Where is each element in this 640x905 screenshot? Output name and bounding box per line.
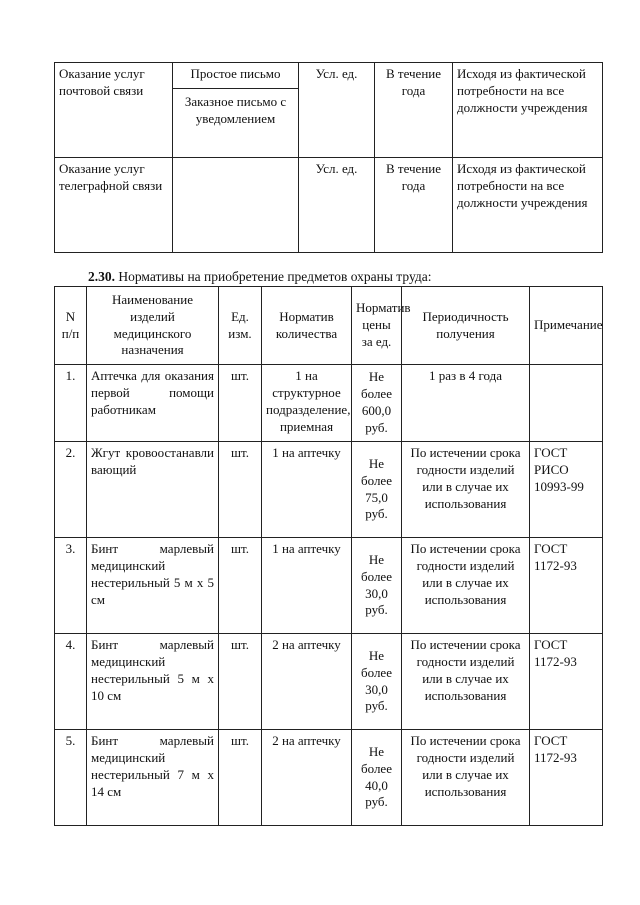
- row-unit: шт.: [219, 538, 262, 634]
- table-row: [55, 63, 603, 158]
- row-note: ГОСТ 1172-93: [530, 730, 603, 826]
- service-note: Исходя из фактической потребности на все должности учреждения: [453, 63, 603, 158]
- header-period: Периодичность получения: [402, 287, 530, 365]
- header-num: N п/п: [55, 287, 87, 365]
- table-row: [55, 365, 603, 442]
- row-num: 5.: [55, 730, 87, 826]
- row-qty: 1 на аптечку: [262, 442, 352, 538]
- row-num: 3.: [55, 538, 87, 634]
- row-name: Бинт марлевый медицинский нестерильный 5 м х 10 см: [87, 634, 219, 730]
- row-note: ГОСТ 1172-93: [530, 538, 603, 634]
- row-num: 2.: [55, 442, 87, 538]
- table-row: [55, 538, 603, 634]
- table-row: [55, 730, 603, 826]
- service-period: В течение года: [375, 63, 453, 158]
- header-name: Наименование изделий медицинского назначения: [87, 287, 219, 365]
- table-header-row: [55, 287, 603, 365]
- table-row: [55, 442, 603, 538]
- row-period: По истечении срока годности изделий или в случае их использования: [402, 538, 530, 634]
- row-num: 4.: [55, 634, 87, 730]
- service-note: Исходя из фактической потребности на все должности учреждения: [453, 158, 603, 253]
- header-note: Примечание: [530, 287, 603, 365]
- row-qty: 2 на аптечку: [262, 634, 352, 730]
- row-price: Не более 40,0 руб.: [352, 730, 402, 826]
- header-unit: Ед. изм.: [219, 287, 262, 365]
- row-name: Бинт марлевый медицинский нестерильный 7 м х 14 см: [87, 730, 219, 826]
- row-period: По истечении срока годности изделий или в случае их использования: [402, 730, 530, 826]
- row-qty: 1 на структурное подразделение, приемная: [262, 365, 352, 442]
- row-price: Не более 75,0 руб.: [352, 442, 402, 538]
- header-qty: Норматив количества: [262, 287, 352, 365]
- row-period: По истечении срока годности изделий или в случае их использования: [402, 442, 530, 538]
- row-qty: 1 на аптечку: [262, 538, 352, 634]
- row-price: Не более 600,0 руб.: [352, 365, 402, 442]
- row-note: ГОСТ РИСО 10993-99: [530, 442, 603, 538]
- header-price: Норматив цены за ед.: [352, 287, 402, 365]
- table-row: [55, 158, 603, 253]
- section-heading: [88, 268, 431, 286]
- row-num: 1.: [55, 365, 87, 442]
- row-price: Не более 30,0 руб.: [352, 538, 402, 634]
- service-items: [173, 63, 299, 158]
- row-unit: шт.: [219, 442, 262, 538]
- service-period: В течение года: [375, 158, 453, 253]
- row-unit: шт.: [219, 730, 262, 826]
- service-unit: Усл. ед.: [299, 63, 375, 158]
- row-note: [530, 365, 603, 442]
- row-period: 1 раз в 4 года: [402, 365, 530, 442]
- row-qty: 2 на аптечку: [262, 730, 352, 826]
- row-price: Не более 30,0 руб.: [352, 634, 402, 730]
- table-row: [55, 634, 603, 730]
- row-unit: шт.: [219, 365, 262, 442]
- row-note: ГОСТ 1172-93: [530, 634, 603, 730]
- row-name: Жгут кровоостанавливающий: [87, 442, 219, 538]
- row-period: По истечении срока годности изделий или в случае их использования: [402, 634, 530, 730]
- service-item: Заказное письмо с уведомлением: [184, 93, 287, 126]
- service-items: [173, 158, 299, 253]
- row-name: Аптечка для оказания первой помощи работникам: [87, 365, 219, 442]
- service-unit: Усл. ед.: [299, 158, 375, 253]
- section-title: Нормативы на приобретение предметов охраны труда:: [118, 269, 432, 284]
- service-name: Оказание услуг телеграфной связи: [55, 158, 173, 253]
- row-name: Бинт марлевый медицинский нестерильный 5 м х 5 см: [87, 538, 219, 634]
- section-number: 2.30.: [88, 269, 115, 284]
- services-table: [54, 62, 603, 253]
- service-name: Оказание услуг почтовой связи: [55, 63, 173, 158]
- norms-table: [54, 286, 603, 826]
- service-item: Простое письмо: [173, 63, 298, 89]
- row-unit: шт.: [219, 634, 262, 730]
